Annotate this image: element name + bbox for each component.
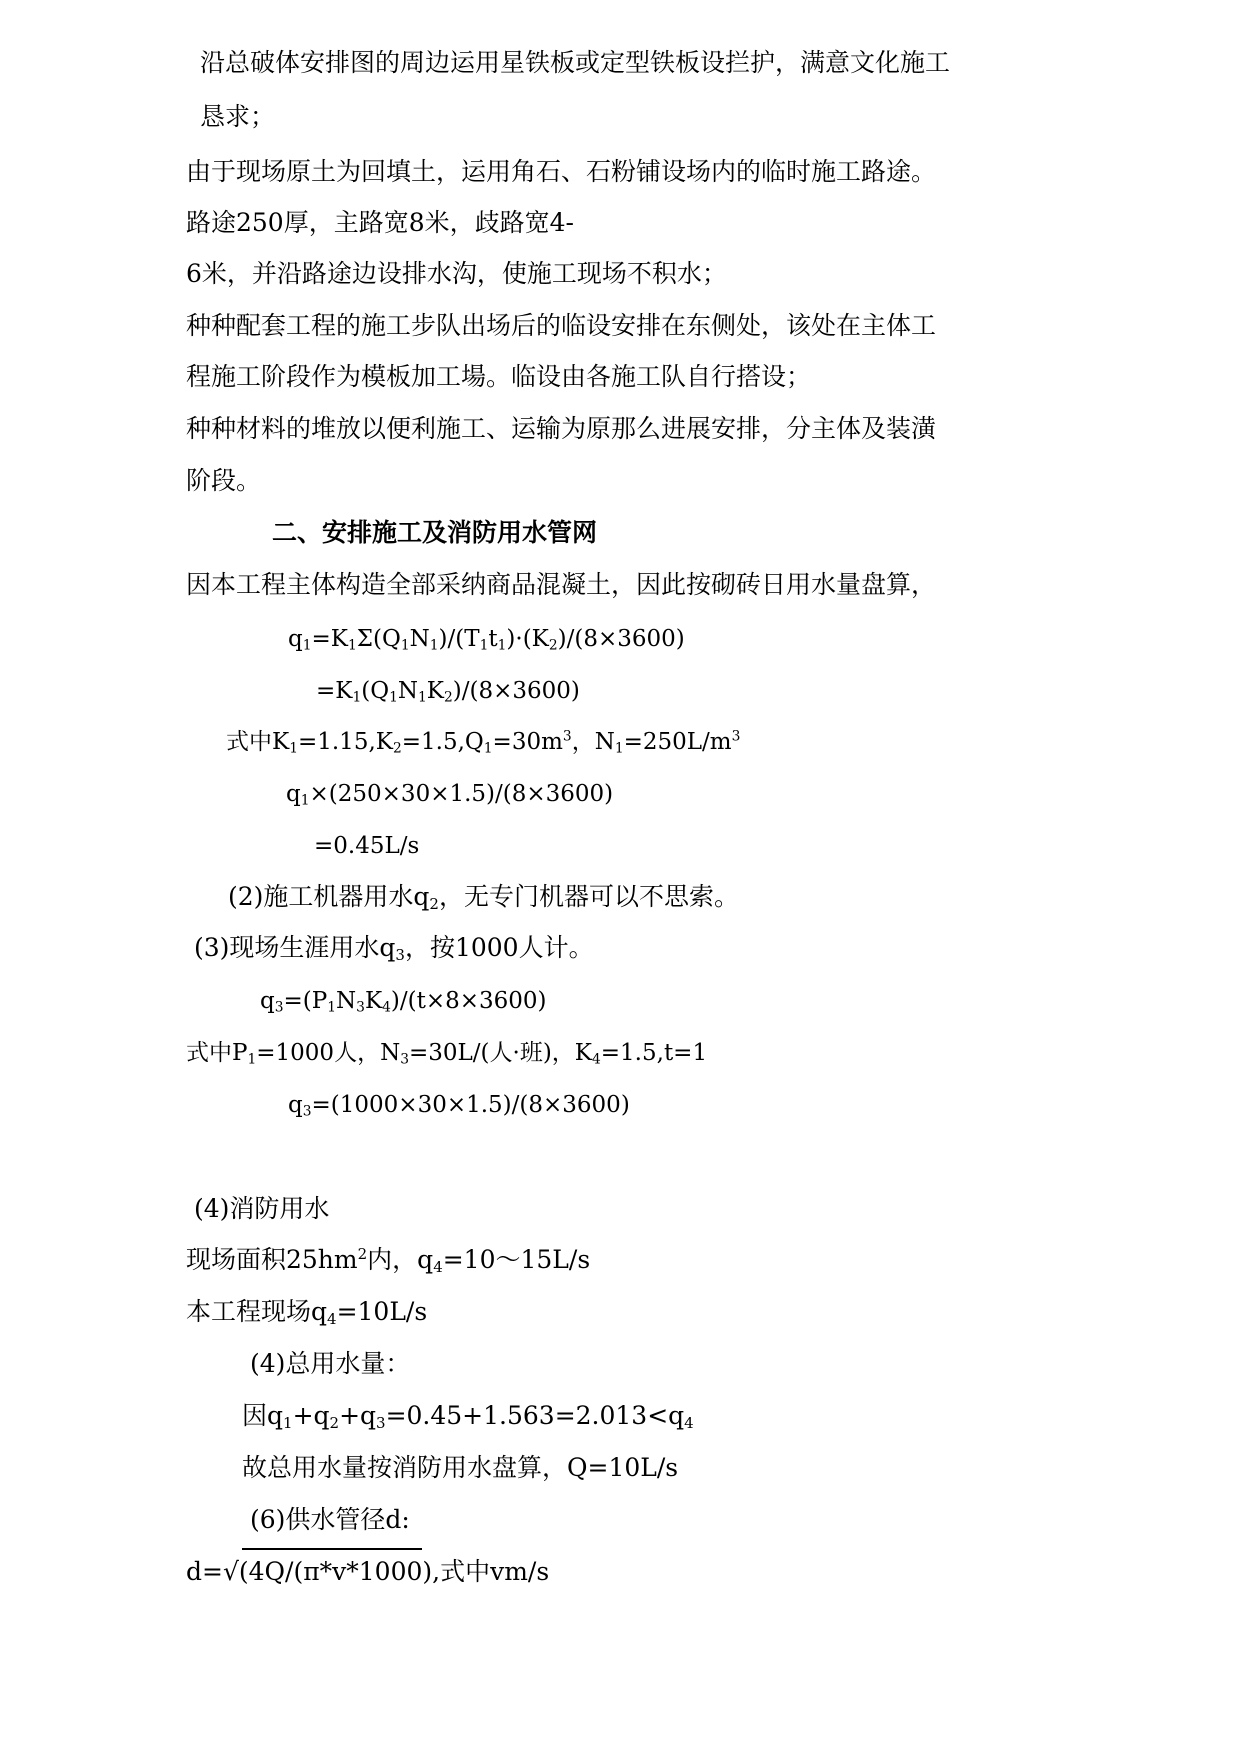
paragraph-materials-1: 种种材料的堆放以便利施工、运输为原那么进展安排，分主体及装潢 — [186, 414, 937, 443]
formula-q1-result: =0.45L/s — [314, 833, 420, 859]
section-heading: 二、安排施工及消防用水管网 — [272, 518, 598, 547]
formula-q3-params: 式中$P_1=1000$人，$N_3=30L/$(人·班)，$K_4=1.5,t=1$ — [186, 1040, 708, 1068]
paragraph-total-conclusion: 故总用水量按消防用水盘算，Q=10L/s — [242, 1453, 679, 1482]
paragraph-fence-line-2: 恳求； — [200, 102, 276, 131]
item-living-water: (3)现场生涯用水$q_3$，按1000人计。 — [194, 933, 594, 964]
paragraph-road-size: 路途250厚，主路宽8米，歧路宽4- — [186, 208, 574, 237]
paragraph-materials-2: 阶段。 — [186, 466, 262, 495]
paragraph-drainage: 6米，并沿路途边设排水沟，使施工现场不积水； — [186, 259, 727, 288]
item-total-water: (4)总用水量： — [250, 1349, 411, 1378]
paragraph-temp-facility-1: 种种配套工程的施工步队出场后的临设安排在东侧处，该处在主体工 — [186, 311, 937, 340]
paragraph-water-basis: 因本工程主体构造全部采纳商品混凝土，因此按砌砖日用水量盘算， — [186, 570, 937, 599]
paragraph-site-area: 现场面积$25hm^2$内，$q_4=10\sim 15L/s$ — [186, 1245, 591, 1276]
formula-q1-substituted: $q_1\times(250\times 30\times 1.5)/(8\times 3600)$ — [286, 781, 614, 809]
item-fire-water: (4)消防用水 — [194, 1194, 330, 1223]
formula-total-sum: 因$q_1+q_2+q_3=0.45+1.563=2.013<q_4$ — [242, 1401, 694, 1432]
paragraph-fence-line-1: 沿总破体安排图的周边运用星铁板或定型铁板设拦护，满意文化施工 — [200, 48, 951, 77]
formula-q3-general: $q_3=(P_1N_3K_4)/(t\times 8\times 3600)$ — [260, 988, 547, 1016]
underline-rule — [242, 1548, 422, 1550]
formula-q1-simplified: $=K_1(Q_1N_1K_2)/(8\times 3600)$ — [316, 678, 580, 706]
item-pipe-diameter: (6)供水管径d: — [250, 1505, 410, 1534]
paragraph-road: 由于现场原土为回填土，运用角石、石粉铺设场内的临时施工路途。 — [186, 157, 937, 186]
formula-q3-substituted: $q_3=(1000\times 30\times 1.5)/(8\times 3600)$ — [288, 1092, 630, 1120]
item-machine-water: (2)施工机器用水$q_2$，无专门机器可以不思索。 — [228, 882, 739, 913]
formula-diameter: d=√(4Q/(π*v*1000),式中vm/s — [186, 1557, 550, 1586]
formula-q1-params: 式中$K_1=1.15,K_2=1.5,Q_1=30m^3$，$N_1=250L/m^3$ — [226, 728, 741, 757]
paragraph-project-q4: 本工程现场$q_4=10L/s$ — [186, 1297, 428, 1328]
paragraph-temp-facility-2: 程施工阶段作为模板加工場。临设由各施工队自行搭设； — [186, 362, 812, 391]
formula-q1-general: $q_1=K_1\Sigma(Q_1N_1)/(T_1t_1)\cdot(K_2)/(8\times 3600)$ — [288, 626, 685, 654]
